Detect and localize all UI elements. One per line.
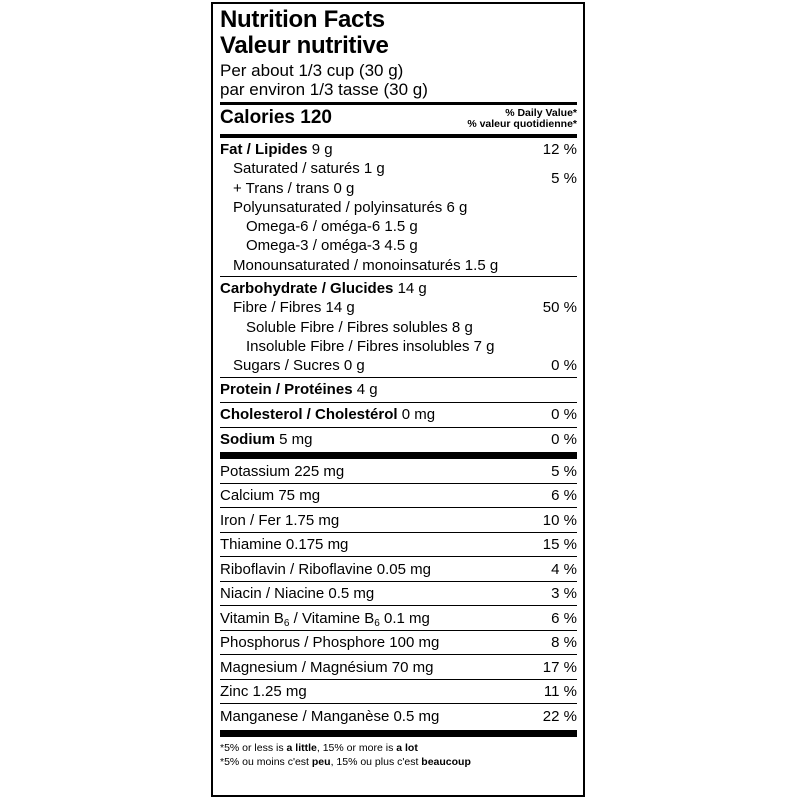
mineral-label: Niacin / Niacine 0.5 mg xyxy=(220,585,375,603)
mineral-percent: 5 % xyxy=(551,462,577,480)
mineral-percent: 6 % xyxy=(551,487,577,505)
mineral-row-magnesium xyxy=(220,655,577,680)
mineral-label: Thiamine 0.175 mg xyxy=(220,536,349,554)
sugars-percent: 0 % xyxy=(551,357,577,375)
mineral-row-potassium xyxy=(220,459,577,484)
calories-label: Calories 120 xyxy=(220,107,332,128)
mineral-percent: 11 % xyxy=(543,683,577,701)
mineral-percent: 10 % xyxy=(542,511,577,529)
mineral-row-zinc xyxy=(220,680,577,705)
mineral-percent: 6 % xyxy=(551,609,577,627)
sodium-amount: 5 mg xyxy=(279,431,313,449)
fat-row xyxy=(220,140,577,159)
cholesterol-label: Cholesterol / Cholestérol xyxy=(220,405,398,423)
daily-value-english: % Daily Value* xyxy=(505,107,577,119)
daily-value-french: % valeur quotidienne* xyxy=(467,118,577,130)
footnote-text: , 15% or more is xyxy=(316,741,397,754)
mineral-row-manganese xyxy=(220,704,577,729)
mineral-percent: 4 % xyxy=(551,560,577,578)
fat-amount: 9 g xyxy=(311,141,333,158)
title-french: Valeur nutritive xyxy=(220,32,389,59)
footnote-english xyxy=(220,741,577,755)
cholesterol-row xyxy=(220,403,577,427)
fibre-row xyxy=(220,298,577,317)
sodium-percent: 0 % xyxy=(551,431,577,449)
protein-amount: 4 g xyxy=(356,380,378,398)
carbohydrate-amount: 14 g xyxy=(397,280,427,298)
footnote-french xyxy=(220,755,577,769)
vitb6-subscript: 6 xyxy=(283,617,290,629)
divider-thick xyxy=(220,730,577,737)
serving-size-english: Per about 1/3 cup (30 g) xyxy=(220,61,404,80)
vitb6-part-c: 0.1 mg xyxy=(379,609,430,627)
saturated-row: Saturated / saturés 1 g xyxy=(233,160,385,178)
fat-percent: 12 % xyxy=(542,141,577,158)
sugars-label: Sugars / Sucres 0 g xyxy=(233,357,365,375)
saturated-trans-percent: 5 % xyxy=(551,169,577,187)
title-english: Nutrition Facts xyxy=(220,6,385,33)
calories-row xyxy=(220,105,577,134)
divider-thick xyxy=(220,452,577,459)
mineral-label: Phosphorus / Phosphore 100 mg xyxy=(220,634,440,652)
cholesterol-amount: 0 mg xyxy=(401,405,436,423)
cholesterol-percent: 0 % xyxy=(551,405,577,423)
carbohydrate-row xyxy=(220,279,577,298)
vitb6-part-a: Vitamin B xyxy=(220,609,284,627)
daily-value-header xyxy=(467,108,577,130)
mineral-row-thiamine xyxy=(220,533,577,558)
mineral-percent: 8 % xyxy=(551,634,577,652)
omega6-row: Omega-6 / oméga-6 1.5 g xyxy=(246,218,418,236)
mineral-label: Iron / Fer 1.75 mg xyxy=(220,511,340,529)
fibre-label: Fibre / Fibres 14 g xyxy=(233,299,355,317)
trans-row: + Trans / trans 0 g xyxy=(233,179,355,197)
protein-label: Protein / Protéines xyxy=(220,380,353,398)
mineral-label: Manganese / Manganèse 0.5 mg xyxy=(220,708,440,726)
fibre-percent: 50 % xyxy=(542,299,577,317)
polyunsaturated-row: Polyunsaturated / polyinsaturés 6 g xyxy=(233,198,468,216)
sodium-row xyxy=(220,428,577,452)
mineral-row-riboflavin xyxy=(220,557,577,582)
mineral-label: Calcium 75 mg xyxy=(220,487,321,505)
protein-row xyxy=(220,378,577,402)
mineral-label xyxy=(220,610,430,627)
mineral-row-calcium xyxy=(220,484,577,509)
mineral-label: Zinc 1.25 mg xyxy=(220,683,307,701)
mineral-label: Riboflavin / Riboflavine 0.05 mg xyxy=(220,560,431,578)
footnote-text: *5% ou moins c'est xyxy=(220,755,312,768)
footnote-emphasis: beaucoup xyxy=(421,755,471,768)
sugars-row xyxy=(220,356,577,375)
mineral-label: Potassium 225 mg xyxy=(220,462,345,480)
mineral-percent: 22 % xyxy=(542,708,577,726)
omega3-row: Omega-3 / oméga-3 4.5 g xyxy=(246,237,418,255)
vitb6-part-b: / Vitamine B xyxy=(289,609,375,627)
mineral-row-vitamin-b6 xyxy=(220,606,577,631)
sodium-label: Sodium xyxy=(220,431,275,449)
carbohydrate-label: Carbohydrate / Glucides xyxy=(220,280,394,298)
mineral-percent: 3 % xyxy=(551,585,577,603)
mineral-row-iron xyxy=(220,508,577,533)
vitb6-subscript: 6 xyxy=(374,617,380,629)
footnote-emphasis: a little xyxy=(286,741,317,754)
minerals-list xyxy=(220,459,577,729)
footnote-emphasis: peu xyxy=(311,755,331,768)
soluble-fibre-row: Soluble Fibre / Fibres solubles 8 g xyxy=(246,318,473,336)
fat-group xyxy=(220,138,577,276)
serving-size-french: par environ 1/3 tasse (30 g) xyxy=(220,80,428,99)
fat-label: Fat / Lipides xyxy=(220,141,308,158)
footnote xyxy=(220,737,577,769)
mineral-row-phosphorus xyxy=(220,631,577,656)
mineral-percent: 15 % xyxy=(542,536,577,554)
footnote-emphasis: a lot xyxy=(396,741,418,754)
mineral-row-niacin xyxy=(220,582,577,607)
footnote-text: *5% or less is xyxy=(220,741,287,754)
saturated-trans-block xyxy=(220,159,577,198)
footnote-text: , 15% ou plus c'est xyxy=(330,755,422,768)
insoluble-fibre-row: Insoluble Fibre / Fibres insolubles 7 g xyxy=(246,337,495,355)
carbohydrate-group xyxy=(220,277,577,376)
mineral-percent: 17 % xyxy=(542,658,577,676)
monounsaturated-row: Monounsaturated / monoinsaturés 1.5 g xyxy=(233,256,499,274)
mineral-label: Magnesium / Magnésium 70 mg xyxy=(220,658,434,676)
nutrition-facts-label xyxy=(211,2,585,797)
